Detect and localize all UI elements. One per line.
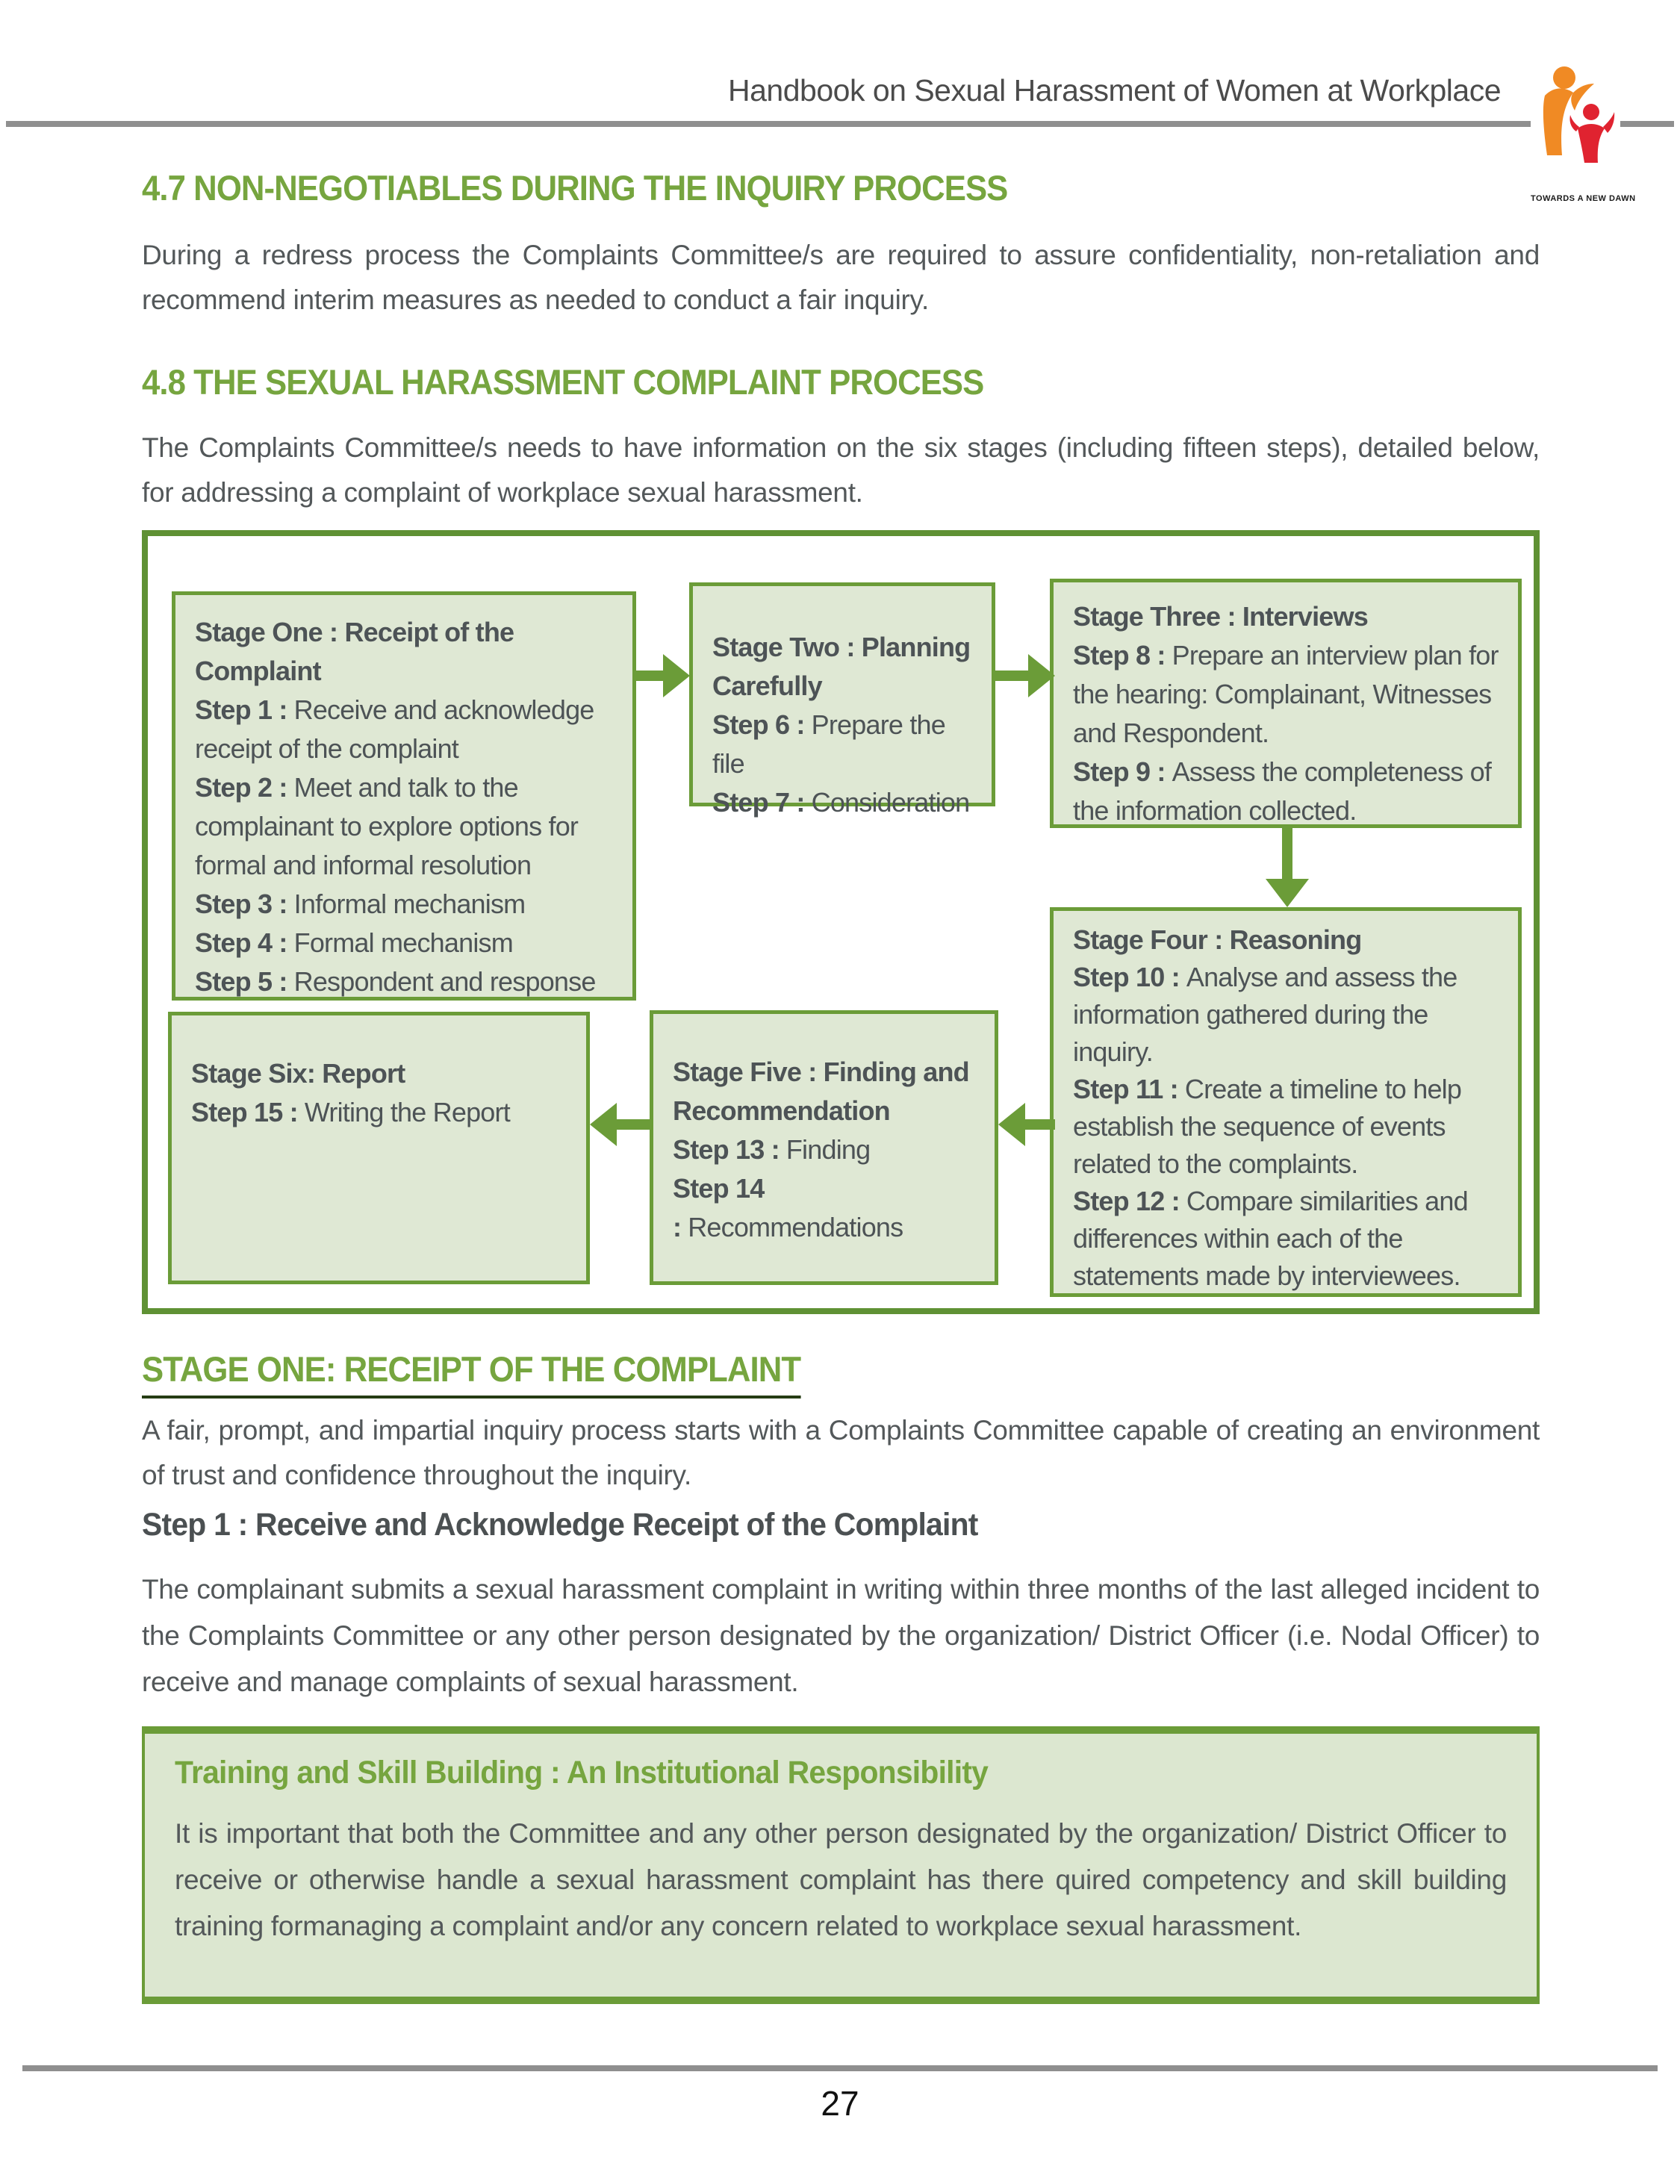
step-line bbox=[1073, 636, 1499, 753]
step-label: Step 4 : bbox=[195, 927, 287, 958]
stage-two-box bbox=[689, 582, 995, 818]
step-label: Step 1 : bbox=[195, 694, 287, 725]
step-text: Compare similarities and differences within each of the statements made by interviewees. bbox=[1073, 1186, 1468, 1291]
training-callout-body: It is important that both the Committee and any other person designated by the organization/ District Officer to receive or otherwise handle a sexual harassment complaint has there quired competency and skill building training formanaging a complaint and/or any concern related to workplace sexual harassment. bbox=[175, 1818, 1507, 1941]
step-line bbox=[195, 691, 613, 768]
step-text: Receive and acknowledge receipt of the complaint bbox=[195, 694, 594, 764]
step-line bbox=[191, 1093, 567, 1132]
stage-five-box bbox=[650, 1010, 998, 1285]
step-line bbox=[195, 885, 613, 924]
step-label: Step 2 : bbox=[195, 772, 287, 803]
step-text: Analyse and assess the information gathered during the inquiry. bbox=[1073, 962, 1457, 1067]
step-label: Step 13 : bbox=[673, 1134, 780, 1165]
step-label: Step 3 : bbox=[195, 889, 287, 919]
arrow-left-stage4-to-stage5-icon bbox=[998, 1103, 1055, 1146]
page-number: 27 bbox=[821, 2084, 859, 2123]
step-label: Step 11 : bbox=[1073, 1074, 1178, 1104]
step-text: Finding bbox=[785, 1134, 871, 1165]
footer-divider bbox=[22, 2065, 1658, 2071]
step-text: Recommendations bbox=[688, 1212, 903, 1242]
step-text: Informal mechanism bbox=[293, 889, 526, 919]
stage-five-heading: Stage Five : Finding and Recommendation bbox=[673, 1057, 969, 1126]
training-callout-box bbox=[142, 1726, 1540, 2004]
step-line bbox=[1073, 753, 1499, 830]
stage-three-heading: Stage Three : Interviews bbox=[1073, 601, 1368, 632]
organization-logo bbox=[1531, 64, 1636, 228]
step-line bbox=[195, 768, 613, 885]
step-text: Prepare an interview plan for the hearing: Complainant, Witnesses and Respondent. bbox=[1073, 640, 1499, 748]
step-label: Step 6 : bbox=[712, 709, 805, 740]
step-line bbox=[1073, 959, 1499, 1071]
stage-one-section-paragraph: A fair, prompt, and impartial inquiry process starts with a Complaints Committee capable of creating an environment of trust and confidence throughout the inquiry. bbox=[142, 1415, 1540, 1490]
step-text: Prepare the file bbox=[712, 709, 945, 779]
step-line bbox=[195, 924, 613, 962]
step-line bbox=[1073, 1183, 1499, 1295]
stage-four-heading: Stage Four : Reasoning bbox=[1073, 924, 1362, 955]
stage-one-heading: Stage One : Receipt of the Complaint bbox=[195, 617, 514, 686]
step-text: Writing the Report bbox=[304, 1097, 510, 1127]
step-text: Meet and talk to the complainant to explore options for formal and informal resolution bbox=[195, 772, 579, 880]
training-callout-heading: Training and Skill Building : An Institutional Responsibility bbox=[175, 1755, 989, 1791]
step-text: Consideration bbox=[811, 787, 970, 818]
stage-three-box bbox=[1050, 579, 1522, 828]
step-label: Step 8 : bbox=[1073, 640, 1166, 671]
step-line bbox=[673, 1130, 975, 1169]
logo-figures-icon bbox=[1534, 64, 1617, 191]
step-label: Step 9 : bbox=[1073, 756, 1166, 787]
section-4-8-paragraph: The Complaints Committee/s needs to have information on the six stages (including fifteen steps), detailed below, for addressing a complaint of workplace sexual harassment. bbox=[142, 432, 1540, 508]
arrow-left-stage5-to-stage6-icon bbox=[590, 1103, 650, 1146]
step-label: Step 5 : bbox=[195, 966, 287, 997]
step-label: Step 15 : bbox=[191, 1097, 298, 1127]
logo-caption: TOWARDS A NEW DAWN bbox=[1531, 194, 1636, 203]
document-header-title: Handbook on Sexual Harassment of Women at Workplace bbox=[728, 73, 1501, 108]
step-text: Assess the completeness of the information collected. bbox=[1073, 756, 1492, 826]
arrow-right-stage1-to-stage2-icon bbox=[636, 654, 690, 697]
step-line bbox=[712, 783, 972, 822]
stage-one-box bbox=[172, 591, 636, 1001]
step-text: Respondent and response bbox=[293, 966, 596, 997]
section-4-8-heading: 4.8 THE SEXUAL HARASSMENT COMPLAINT PROCESS bbox=[142, 362, 984, 402]
stage-one-section-heading: STAGE ONE: RECEIPT OF THE COMPLAINT bbox=[142, 1348, 800, 1399]
step-1-paragraph: The complainant submits a sexual harassment complaint in writing within three months of the last alleged incident to the Complaints Committee or any other person designated by the organization/ District Officer (i.e. Nodal Officer) to receive and manage complaints of sexual harassment. bbox=[142, 1574, 1540, 1697]
step-text: Create a timeline to help establish the sequence of events related to the complaints. bbox=[1073, 1074, 1462, 1179]
complaint-process-flowchart bbox=[142, 530, 1540, 1314]
step-line bbox=[195, 962, 613, 1001]
step-label: Step 14 : bbox=[673, 1173, 765, 1242]
stage-six-box bbox=[168, 1012, 590, 1284]
step-line bbox=[1073, 1071, 1499, 1183]
step-line bbox=[673, 1169, 975, 1247]
stage-six-heading: Stage Six: Report bbox=[191, 1058, 405, 1089]
step-label: Step 10 : bbox=[1073, 962, 1180, 992]
step-label: Step 12 : bbox=[1073, 1186, 1180, 1216]
step-1-heading: Step 1 : Receive and Acknowledge Receipt of the Complaint bbox=[142, 1507, 978, 1543]
step-text: Formal mechanism bbox=[293, 927, 513, 958]
stage-four-box bbox=[1050, 907, 1522, 1297]
section-4-7-heading: 4.7 NON-NEGOTIABLES DURING THE INQUIRY PROCESS bbox=[142, 168, 1008, 208]
arrow-down-stage3-to-stage4-icon bbox=[1266, 827, 1309, 907]
step-label: Step 7 : bbox=[712, 787, 805, 818]
step-line bbox=[712, 706, 972, 783]
arrow-right-stage2-to-stage3-icon bbox=[995, 654, 1055, 697]
header-divider bbox=[6, 121, 1674, 127]
section-4-7-paragraph: During a redress process the Complaints Committee/s are required to assure confidentiality, non-retaliation and recommend interim measures as needed to conduct a fair inquiry. bbox=[142, 240, 1540, 315]
stage-two-heading: Stage Two : Planning Carefully bbox=[712, 632, 971, 701]
